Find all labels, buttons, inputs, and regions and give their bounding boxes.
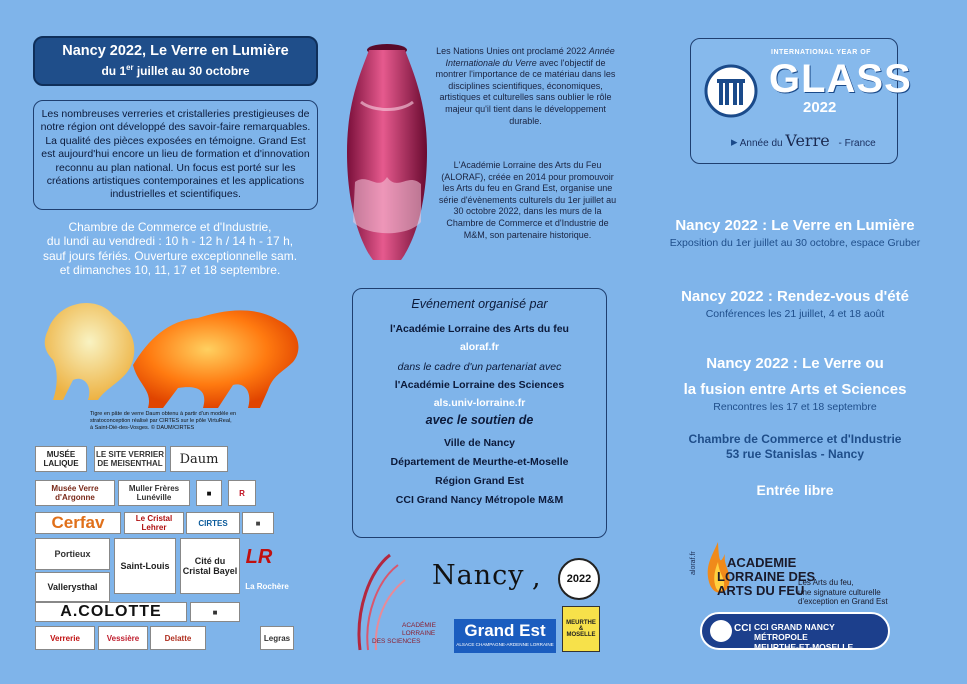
tiger-right [133, 310, 298, 408]
event-item [640, 355, 950, 413]
als-link[interactable]: als.univ-lorraine.fr [433, 397, 526, 409]
cci-address: Chambre de Commerce et d'Industrie 53 rue Stanislas - Nancy [688, 432, 902, 461]
sponsor-logo: Delatte [150, 626, 206, 650]
event-title: la fusion entre Arts et Sciences [683, 381, 907, 398]
sponsor-logo: La Rochère [245, 581, 289, 591]
iyog-emblem [703, 63, 759, 119]
support-3: Région Grand Est [435, 475, 524, 487]
event-item [640, 288, 950, 320]
organizer-box [352, 288, 607, 538]
main-title: Nancy 2022, Le Verre en Lumière [62, 43, 289, 59]
sponsor-logo: CIRTES [186, 512, 240, 534]
tiger-left [45, 303, 135, 400]
nancy-logo: Nancy [432, 560, 525, 591]
support-heading: avec le soutien de [425, 413, 534, 427]
sponsor-logo: Saint-Louis [114, 538, 176, 594]
sponsor-logo: Portieux [35, 538, 110, 570]
chevron-right-icon: ▸ [731, 134, 738, 149]
event-title: Nancy 2022 : Le Verre en Lumière [675, 217, 915, 234]
sponsor-logo: Vessière [98, 626, 148, 650]
event-item [640, 217, 950, 249]
organizer-heading: Evénement organisé par [411, 297, 548, 311]
sponsor-logo: Daum [170, 446, 228, 472]
sponsor-logo: Muller Frères Lunéville [118, 480, 190, 506]
support-4: CCI Grand Nancy Métropole M&M [395, 494, 564, 506]
support-1: Ville de Nancy [443, 437, 515, 449]
sponsor-logo: R [228, 480, 256, 506]
organizer-org1: l'Académie Lorraine des Arts du feu [390, 323, 569, 335]
event-subtitle: Exposition du 1er juillet au 30 octobre, espace Gruber [669, 237, 921, 249]
als-logo-text: ACADÉMIE LORRAINE DES SCIENCES [372, 622, 436, 645]
main-dates: du 1er juillet au 30 octobre [101, 63, 250, 78]
un-text: Les Nations Unies ont proclamé 2022 Année Internationale du Verre avec l'objectif de montrer l'importance de ce matériau dans les disciplines scientifiques, économiques, artistiques et culturelles sans oublier le rôle majeur qu'il tient dans le développement durable. [435, 46, 616, 126]
annee-du-verre: ▸ Année du Verre - France [731, 131, 876, 150]
aloraf-text: L'Académie Lorraine des Arts du Feu (ALORAF), créée en 2014 pour promouvoir les Arts du feu en Grand Est, organise une série d'évènements culturels du 1er juillet au 30 octobre 2022, dans les murs de la Chambre de Commerce et d'Industrie de M&M, son partenaire historique. [438, 160, 617, 240]
sponsor-logo: LE SITE VERRIER DE MEISENTHAL [94, 446, 166, 472]
aloraf-vertical-link: aloraf.fr [690, 551, 697, 575]
partner-text: dans le cadre d'un partenariat avec [397, 361, 562, 373]
iyog-logo-box [690, 38, 912, 164]
iyog-year-text: 2022 [803, 99, 837, 116]
sponsor-logo: ■ [190, 602, 240, 622]
nancy-logo-comma: , [532, 562, 541, 593]
intro-box [33, 100, 318, 210]
sponsor-logo: Legras [260, 626, 294, 650]
iyog-top-text: INTERNATIONAL YEAR OF [771, 49, 871, 56]
sponsor-logo: LR [245, 545, 273, 568]
sponsor-logo: MUSÉE LALIQUE [35, 446, 87, 472]
iyog-glass-text: GLASS [769, 57, 912, 101]
entree-libre: Entrée libre [756, 482, 834, 498]
event-subtitle: Rencontres les 17 et 18 septembre [713, 401, 877, 413]
event-subtitle: Conférences les 21 juillet, 4 et 18 août [705, 308, 885, 320]
venue-info: Chambre de Commerce et d'Industrie, du lundi au vendredi : 10 h - 12 h / 14 h - 17 h, sauf jours fériés. Ouverture exceptionnelle sam. et dimanches 10, 11, 17 et 18 septembre. [42, 220, 298, 278]
aloraf-tagline: Les Arts du feu, une signature culturelle d'exception en Grand Est [798, 578, 888, 606]
support-2: Département de Meurthe-et-Moselle [390, 456, 569, 468]
event-title: Nancy 2022 : Le Verre ou [706, 355, 884, 372]
sponsor-logo: Cité du Cristal Bayel [180, 538, 240, 594]
tiger-caption: Tigre en pâte de verre Daum obtenu à partir d'un modèle en stratoconception réalisé par CIRTES sur le pôle VirtuReal, à Saint-Dié-des-Vosges. © DAUM/CIRTES [90, 411, 237, 431]
title-box [33, 36, 318, 86]
intro-text: Les nombreuses verreries et cristalleries prestigieuses de notre région ont développé des savoir-faire remarquables. La qualité des pièces exposées en témoigne. Grand Est est aujourd'hui encore un lieu de formation et d'innovation reconnu au plan national. Un focus est porté sur les créations artistiques contemporaines et les applications industrielles et scientifiques. [40, 108, 311, 201]
sponsor-logo: ■ [242, 512, 274, 534]
logo-2022-badge: 2022 [558, 558, 600, 600]
event-title: Nancy 2022 : Rendez-vous d'été [681, 288, 909, 305]
cci-logo: CCI CCI GRAND NANCY MÉTROPOLE MEURTHE-ET-MOSELLE [700, 612, 890, 650]
sponsor-logo: ■ [196, 480, 222, 506]
sponsor-logo: Vallerysthal [35, 572, 110, 602]
sponsor-logo: Verrerie [35, 626, 95, 650]
sponsor-logo: A.COLOTTE [35, 602, 187, 622]
glass-vase-image [343, 42, 431, 264]
glass-tigers-image [38, 290, 308, 410]
organizer-org2: l'Académie Lorraine des Sciences [394, 379, 565, 391]
grand-est-logo: Grand Est ALSACE CHAMPAGNE-ARDENNE LORRAINE [454, 619, 556, 653]
dept-logo: MEURTHE & MOSELLE [562, 606, 600, 652]
sponsor-logo: Cerfav [35, 512, 121, 534]
aloraf-link[interactable]: aloraf.fr [459, 341, 500, 353]
sponsor-logo: Musée Verre d'Argonne [35, 480, 115, 506]
cci-logo-mark [710, 620, 732, 642]
sponsor-logo: Le Cristal Lehrer [124, 512, 184, 534]
aloraf-logo-text: ACADEMIE LORRAINE DES ARTS DU FEU [717, 555, 816, 598]
